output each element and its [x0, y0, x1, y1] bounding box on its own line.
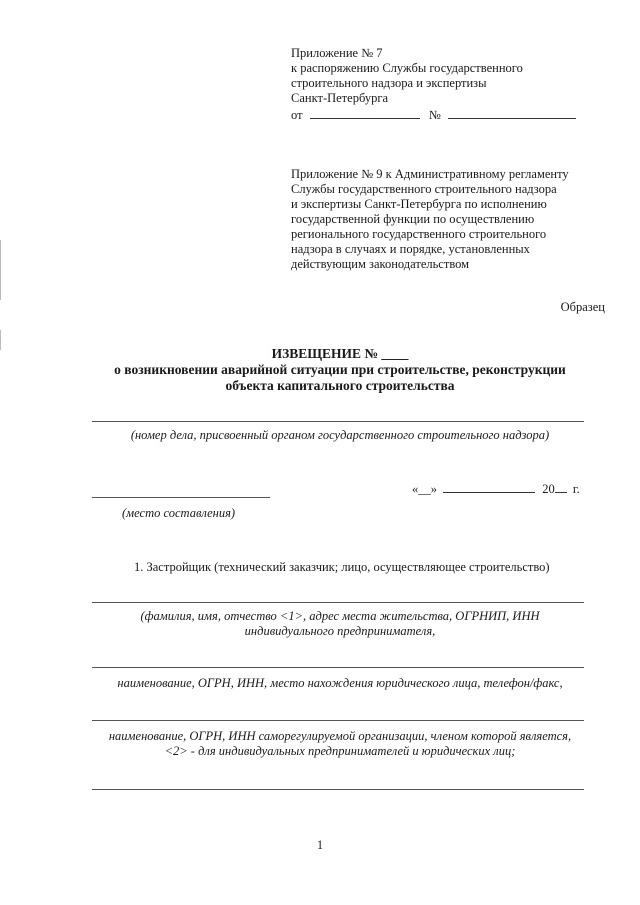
date-line	[412, 480, 580, 497]
next-field-line[interactable]	[92, 789, 584, 790]
appendix-9-line: Приложение № 9 к Административному регламенту	[291, 167, 569, 181]
scan-edge-mark	[0, 240, 1, 300]
caption-line: наименование, ОГРН, ИНН саморегулируемой организации, членом которой является,	[108, 729, 572, 743]
appendix-7-line: к распоряжению Службы государственного	[291, 61, 523, 75]
appendix-9-line: Службы государственного строительного надзора	[291, 182, 557, 196]
appendix-7-date-number-line	[291, 106, 621, 123]
appendix-7-line: Приложение № 7	[291, 46, 383, 60]
developer-caption-3	[60, 729, 620, 759]
date-blank[interactable]	[310, 106, 420, 119]
appendix-9-block	[291, 167, 621, 272]
month-blank[interactable]	[443, 480, 535, 493]
section-1-heading: 1. Застройщик (технический заказчик; лицо, осуществляющее строительство)	[134, 560, 550, 574]
year-prefix: 20	[542, 482, 555, 496]
caption-line: индивидуального предпринимателя,	[244, 624, 436, 638]
appendix-7-line: строительного надзора и экспертизы	[291, 76, 487, 90]
appendix-9-line: государственной функции по осуществлению	[291, 212, 535, 226]
legal-entity-field-line[interactable]	[92, 667, 584, 668]
caption-line: <2> - для индивидуальных предпринимателей и юридических лиц;	[164, 744, 516, 758]
appendix-9-line: действующим законодательством	[291, 257, 470, 271]
case-number-caption: (номер дела, присвоенный органом государственного строительного надзора)	[130, 428, 550, 442]
developer-caption-1	[60, 609, 620, 639]
place-field-line[interactable]	[92, 497, 270, 498]
sample-label: Образец	[560, 300, 605, 314]
appendix-9-line: и экспертизы Санкт-Петербурга по исполнению	[291, 197, 547, 211]
developer-field-line[interactable]	[92, 602, 584, 603]
developer-caption-2: наименование, ОГРН, ИНН, место нахождения юридического лица, телефон/факс,	[117, 676, 563, 690]
case-number-field-line[interactable]	[92, 421, 584, 422]
page-number: 1	[316, 838, 324, 852]
title-main: ИЗВЕЩЕНИЕ № ____	[271, 346, 409, 361]
number-label: №	[428, 108, 441, 122]
day-quote: «__»	[412, 482, 437, 496]
appendix-7-line: Санкт-Петербурга	[291, 91, 389, 105]
year-suffix: г.	[572, 482, 580, 496]
scan-edge-mark	[0, 330, 1, 350]
appendix-9-line: надзора в случаях и порядке, установленных	[291, 242, 530, 256]
appendix-7-block	[291, 46, 621, 123]
caption-line: (фамилия, имя, отчество <1>, адрес места жительства, ОГРНИП, ИНН	[140, 609, 540, 623]
title-subtitle-line: о возникновении аварийной ситуации при строительстве, реконструкции	[114, 362, 566, 377]
sro-field-line[interactable]	[92, 720, 584, 721]
title-subtitle-line: объекта капитального строительства	[225, 378, 455, 393]
place-caption: (место составления)	[122, 506, 236, 520]
notice-title	[60, 346, 620, 394]
year-blank[interactable]	[555, 480, 567, 493]
appendix-9-line: регионального государственного строительного	[291, 227, 547, 241]
number-blank[interactable]	[448, 106, 576, 119]
from-label: от	[291, 108, 303, 122]
